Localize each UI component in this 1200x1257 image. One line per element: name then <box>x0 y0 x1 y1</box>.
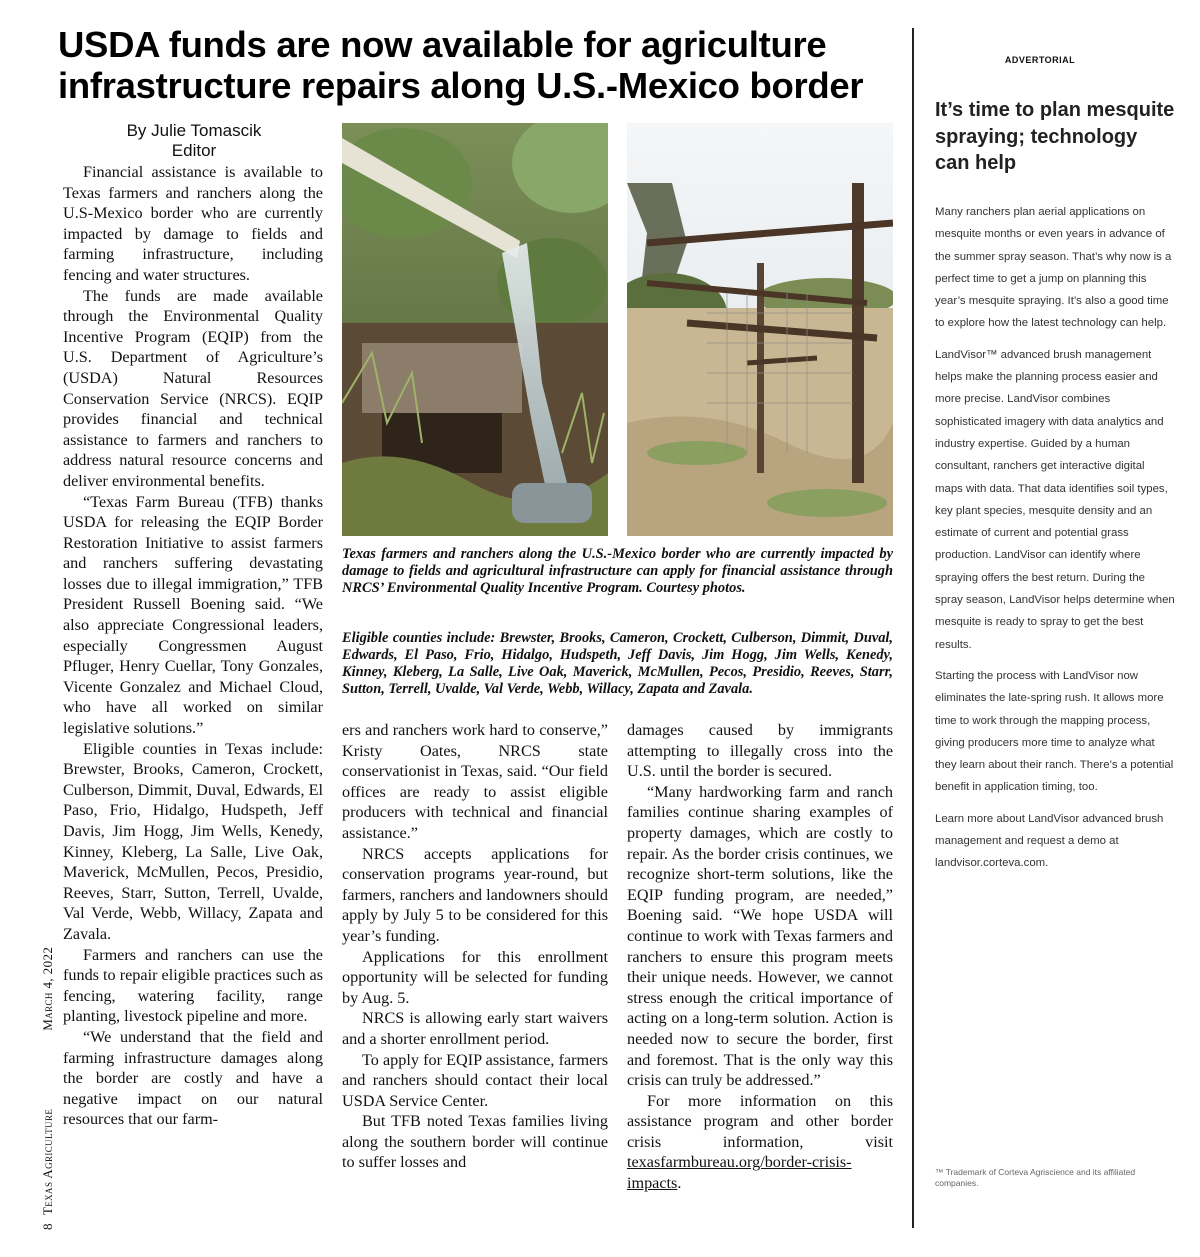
article-headline: USDA funds are now available for agriculture infrastructure repairs along U.S.-Mexico border <box>58 24 864 106</box>
issue-date: March 4, 2022 <box>40 946 55 1031</box>
article-column-1 <box>63 162 323 1130</box>
publication-name: Texas Agriculture <box>40 1108 55 1216</box>
photo-caption: Texas farmers and ranchers along the U.S.-Mexico border who are currently impacted by damage to fields and agricultural infrastructure can apply for financial assistance through NRCS’ Environmental Quality Incentive Program. Courtesy photos. <box>342 546 893 596</box>
paragraph: NRCS accepts applications for conservation programs year-round, but farmers, ranchers and landowners should apply by July 5 to be considered for this year’s funding. <box>342 844 608 945</box>
advertorial-paragraph: Many ranchers plan aerial applications on mesquite months or even years in advance of the summer spray season. That’s why now is a perfect time to get a jump on planning this year’s mesquite spraying. It’s also a good time to explore how the latest technology can help. <box>935 206 1172 330</box>
damaged-fence-photo <box>627 123 893 536</box>
paragraph: But TFB noted Texas families living along the southern border will continue to suffer losses and <box>342 1112 608 1172</box>
paragraph: Financial assistance is available to Texas farmers and ranchers along the U.S-Mexico border who are currently impacted by damage to fields and farming infrastructure, including fencing and water structures. <box>63 163 323 284</box>
paragraph: The funds are made available through the Environmental Quality Incentive Program (EQIP) from the U.S. Department of Agriculture’s (USDA) Natural Resources Conservation Service (NRCS). EQIP provides financial and technical assistance to farmers and ranchers to address natural resource concerns and deliver environmental benefits. <box>63 286 323 490</box>
counties-caption: Eligible counties include: Brewster, Brooks, Cameron, Crockett, Culberson, Dimmit, Duval, Edwards, El Paso, Frio, Hidalgo, Hudspeth, Jeff Davis, Jim Hogg, Jim Wells, Kenedy, Kinney, Kleberg, La Salle, Live Oak, Maverick, McMullen, Pecos, Presidio, Reeves, Starr, Sutton, Terrell, Uvalde, Val Verde, Webb, Willacy, Zapata and Zavala. <box>342 630 893 697</box>
paragraph: ers and ranchers work hard to conserve,” Kristy Oates, NRCS state conservationist in Texas, said. “Our field offices are ready to assist eligible producers with technical and financial assistance.” <box>342 721 608 842</box>
paragraph <box>627 1091 893 1194</box>
advertorial-body <box>935 201 1175 884</box>
page-folio <box>40 947 56 1230</box>
paragraph: “We understand that the field and farming infrastructure damages along the border are costly and have a negative impact on our natural resources that our farm- <box>63 1027 323 1129</box>
trademark-footnote: ™ Trademark of Corteva Agriscience and its affiliated companies. <box>935 1167 1136 1188</box>
page-number: 8 <box>40 1223 55 1230</box>
byline-title: Editor <box>171 141 217 160</box>
article-column-3 <box>627 720 893 1194</box>
water-pipe-photo <box>342 123 608 536</box>
paragraph-end: . <box>677 1174 682 1193</box>
paragraph: damages caused by immigrants attempting to illegally cross into the U.S. until the border is secured. <box>627 721 893 781</box>
paragraph: “Many hardworking farm and ranch families continue sharing examples of property damages, which are costly to repair. As the border crisis continues, we recognize short-term solutions, like the EQIP funding program, are needed,” Boening said. “We hope USDA will continue to work with Texas farmers and ranchers to ensure this program meets their unique needs. However, we cannot stress enough the critical importance of acting on a long-term solution. Action is needed now to secure the border, first and foremost. That is the only way this crisis can truly be addressed.” <box>627 782 893 1090</box>
paragraph: Applications for this enrollment opportunity will be selected for funding by Aug. 5. <box>342 947 608 1007</box>
article-column-2 <box>342 720 608 1173</box>
paragraph: Eligible counties in Texas include: Brewster, Brooks, Cameron, Crockett, Culberson, Dimmit, Duval, Edwards, El Paso, Frio, Hidalgo, Hudspeth, Jeff Davis, Jim Hogg, Jim Wells, Kenedy, Kinney, Kleberg, La Salle, Live Oak, Maverick, McMullen, Pecos, Presidio, Reeves, Starr, Sutton, Terrell, Uvalde, Val Verde, Webb, Willacy, Zapata and Zavala. <box>63 739 323 943</box>
paragraph: To apply for EQIP assistance, farmers and ranchers should contact their local USDA Service Center. <box>342 1050 608 1110</box>
advertorial-paragraph: LandVisor™ advanced brush management helps make the planning process easier and more precise. LandVisor combines sophisticated imagery with data analytics and industry expertise. Guided by a human consultant, ranchers get interactive digital maps with data. That data identifies soil types, key plant species, mesquite density and an estimate of current and potential grass production. LandVisor can identify where spraying offers the best return. During the spray season, LandVisor helps determine when mesquite is ready to spray to get the best results. <box>935 348 1175 651</box>
paragraph: Farmers and ranchers can use the funds to repair eligible practices such as fencing, watering facility, range planting, livestock pipeline and more. <box>63 945 323 1026</box>
sidebar-divider <box>912 28 914 1228</box>
border-crisis-link[interactable]: texasfarmbureau.org/border-crisis-impacts <box>627 1153 852 1193</box>
byline <box>100 121 288 161</box>
advertorial-label: ADVERTORIAL <box>1004 55 1076 65</box>
advertorial-paragraph: Starting the process with LandVisor now eliminates the late-spring rush. It allows more time to work through the mapping process, giving producers more time to analyze what they learn about their ranch. There’s a potential benefit in application timing, too. <box>935 669 1174 794</box>
paragraph: “Texas Farm Bureau (TFB) thanks USDA for releasing the EQIP Border Restoration Initiative to assist farmers and ranchers suffering devastating losses due to illegal immigration,” TFB President Russell Boening said. “We also appreciate Congressional leaders, especially Congressmen August Pfluger, Henry Cuellar, Tony Gonzales, Vicente Gonzalez and Michael Cloud, who have all worked on similar legislative solutions.” <box>63 492 323 738</box>
advertorial-title: It’s time to plan mesquite spraying; technology can help <box>935 99 1175 174</box>
paragraph-text: For more information on this assistance program and other border crisis information, visit <box>627 1091 893 1151</box>
paragraph: NRCS is allowing early start waivers and a shorter enrollment period. <box>342 1009 608 1048</box>
byline-author: By Julie Tomascik <box>126 121 262 140</box>
advertorial-paragraph: Learn more about LandVisor advanced brush management and request a demo at landvisor.corteva.com. <box>935 812 1164 870</box>
